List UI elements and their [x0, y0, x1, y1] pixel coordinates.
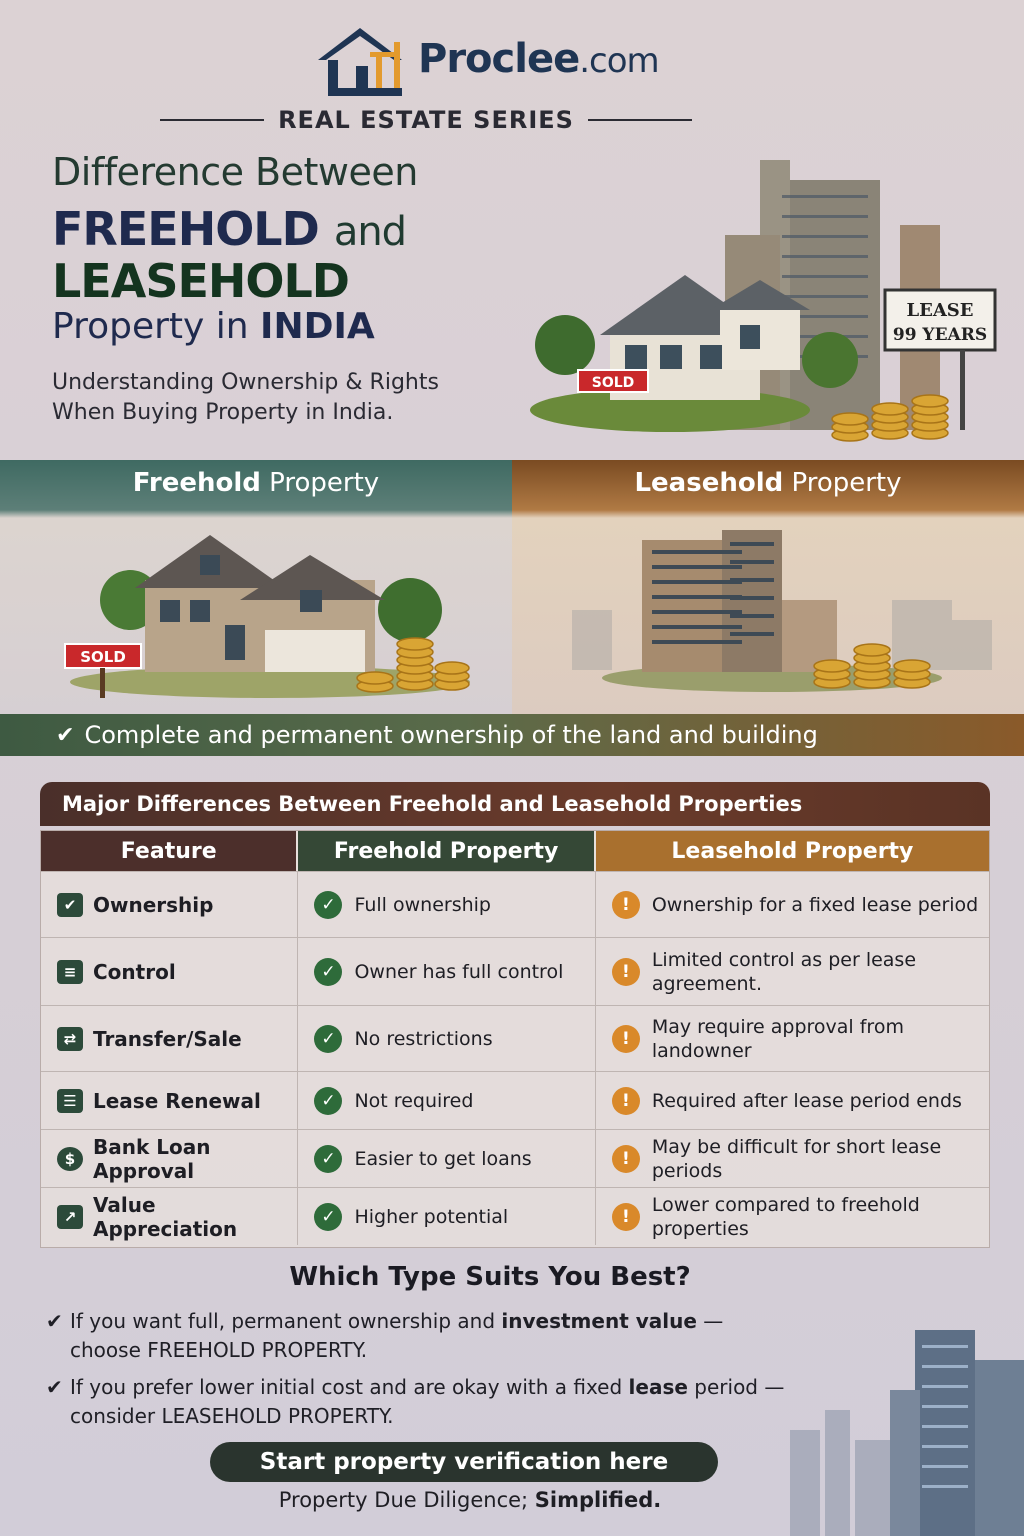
- freehold-cell: [298, 872, 595, 937]
- warning-icon: !: [612, 1025, 640, 1053]
- checkmark-icon: ✔: [46, 1375, 63, 1399]
- check-circle-icon: ✓: [314, 1203, 342, 1231]
- title-and: and: [333, 209, 407, 255]
- feature-label: Bank Loan Approval: [93, 1134, 211, 1183]
- subtitle-line2: When Buying Property in India.: [52, 400, 394, 425]
- column-header-leasehold: Leasehold Property: [596, 831, 989, 871]
- house-logo-icon: [310, 22, 420, 102]
- title-india: INDIA: [260, 306, 375, 347]
- suits-heading: Which Type Suits You Best?: [289, 1262, 691, 1292]
- freehold-value: Owner has full control: [354, 960, 564, 983]
- leasehold-heading-rest: Property: [783, 468, 902, 498]
- feature-cell: [41, 1072, 298, 1129]
- leasehold-cell: [596, 938, 989, 1005]
- sold-label: SOLD: [591, 375, 635, 391]
- freehold-cell: [298, 938, 595, 1005]
- tip-leasehold: [46, 1373, 906, 1431]
- page-title-line2: [52, 202, 406, 256]
- transfer-icon: ⇄: [57, 1027, 83, 1051]
- start-verification-button[interactable]: Start property verification here: [210, 1442, 718, 1482]
- brand-name: Proclee: [418, 36, 580, 82]
- hero-illustration: [520, 150, 1020, 450]
- leasehold-value: Required after lease period ends: [651, 1089, 962, 1112]
- tagline-text: Property Due Diligence;: [278, 1488, 535, 1512]
- feature-cell: [41, 1130, 298, 1187]
- freehold-value: Easier to get loans: [354, 1147, 532, 1170]
- check-circle-icon: ✓: [314, 1025, 342, 1053]
- leasehold-cell: [596, 1072, 989, 1129]
- comparison-banner: [0, 460, 1024, 718]
- check-box-icon: ✔: [57, 893, 83, 917]
- page-title-line3: LEASEHOLD: [52, 254, 349, 308]
- brand-suffix: .com: [579, 41, 659, 81]
- document-icon: ≡: [57, 960, 83, 984]
- warning-icon: !: [612, 891, 640, 919]
- page-title-line4: [52, 306, 375, 347]
- feature-label: Transfer/Sale: [93, 1026, 242, 1051]
- divider: [160, 119, 264, 121]
- feature-cell: [41, 1006, 298, 1071]
- checkmark-icon: ✔: [56, 722, 75, 748]
- lease-sign-line2: 99 YEARS: [892, 325, 988, 345]
- leasehold-cell: [596, 1006, 989, 1071]
- divider: [588, 119, 692, 121]
- checkmark-icon: ✔: [46, 1309, 63, 1333]
- renewal-icon: ☰: [57, 1089, 83, 1113]
- feature-cell: [41, 1188, 298, 1245]
- freehold-cell: [298, 1130, 595, 1187]
- leasehold-value: Lower compared to freehold properties: [651, 1193, 920, 1240]
- tip1-dash: —: [696, 1309, 724, 1333]
- tagline: [0, 1488, 940, 1512]
- table-row: [41, 871, 989, 937]
- tip1-choice: choose FREEHOLD PROPERTY.: [70, 1338, 368, 1362]
- series-label: REAL ESTATE SERIES: [278, 106, 574, 134]
- comparison-table: [40, 830, 990, 1248]
- freehold-value: No restrictions: [354, 1027, 493, 1050]
- feature-label: Control: [93, 959, 176, 984]
- tip2-text: If you prefer lower initial cost and are okay with a fixed: [70, 1375, 629, 1399]
- leasehold-value: Limited control as per lease agreement.: [651, 948, 917, 995]
- table-header: [41, 831, 989, 871]
- dollar-icon: $: [57, 1147, 83, 1171]
- freehold-value: Higher potential: [354, 1205, 509, 1228]
- column-header-freehold: Freehold Property: [298, 831, 595, 871]
- warning-icon: !: [612, 1145, 640, 1173]
- table-title: Major Differences Between Freehold and Leasehold Properties: [40, 782, 990, 826]
- tip-freehold: [46, 1307, 906, 1365]
- subtitle: [52, 368, 552, 428]
- lease-sign-line1: LEASE: [906, 300, 974, 321]
- freehold-house-illustration: [0, 460, 512, 718]
- check-circle-icon: ✓: [314, 891, 342, 919]
- leasehold-heading-bold: Leasehold: [634, 468, 784, 498]
- table-row: [41, 1129, 989, 1187]
- column-header-feature: Feature: [41, 831, 298, 871]
- feature-cell: [41, 872, 298, 937]
- tagline-bold: Simplified.: [534, 1488, 662, 1512]
- subtitle-line1: Understanding Ownership & Rights: [52, 370, 439, 395]
- tip2-choice: consider LEASEHOLD PROPERTY.: [70, 1404, 394, 1428]
- growth-chart-icon: ↗: [57, 1205, 83, 1229]
- freehold-definition-strip: [0, 714, 1024, 756]
- freehold-heading-rest: Property: [260, 468, 380, 498]
- freehold-cell: [298, 1072, 595, 1129]
- leasehold-value: Ownership for a fixed lease period: [651, 893, 979, 916]
- title-freehold: FREEHOLD: [52, 202, 319, 256]
- leasehold-building-illustration: [512, 460, 1024, 718]
- feature-label: Value Appreciation: [93, 1192, 238, 1241]
- tip1-bold: investment value: [501, 1309, 697, 1333]
- sold-label: SOLD: [80, 648, 126, 666]
- check-circle-icon: ✓: [314, 958, 342, 986]
- table-row: [41, 1187, 989, 1245]
- leasehold-cell: [596, 1130, 989, 1187]
- tip2-bold: lease: [628, 1375, 688, 1399]
- check-circle-icon: ✓: [314, 1145, 342, 1173]
- leasehold-cell: [596, 1188, 989, 1245]
- table-row: [41, 1071, 989, 1129]
- table-row: [41, 1005, 989, 1071]
- freehold-panel: [0, 460, 512, 718]
- tip1-text: If you want full, permanent ownership and: [70, 1309, 502, 1333]
- series-banner: [160, 104, 692, 136]
- warning-icon: !: [612, 1203, 640, 1231]
- feature-label: Ownership: [93, 892, 214, 917]
- leasehold-panel: [512, 460, 1024, 718]
- brand-logo: [310, 22, 710, 102]
- leasehold-value: May be difficult for short lease periods: [651, 1135, 942, 1182]
- freehold-cell: [298, 1006, 595, 1071]
- warning-icon: !: [612, 958, 640, 986]
- leasehold-value: May require approval from landowner: [651, 1015, 904, 1062]
- feature-cell: [41, 938, 298, 1005]
- freehold-cell: [298, 1188, 595, 1245]
- tip2-rest: period —: [687, 1375, 785, 1399]
- page-title-line1: Difference Between: [52, 150, 418, 194]
- freehold-value: Full ownership: [354, 893, 491, 916]
- check-circle-icon: ✓: [314, 1087, 342, 1115]
- freehold-heading-bold: Freehold: [132, 468, 261, 498]
- title-property-in: Property in: [52, 306, 249, 347]
- warning-icon: !: [612, 1087, 640, 1115]
- table-row: [41, 937, 989, 1005]
- freehold-value: Not required: [354, 1089, 474, 1112]
- freehold-definition: Complete and permanent ownership of the land and building: [84, 721, 818, 749]
- feature-label: Lease Renewal: [93, 1088, 261, 1113]
- leasehold-cell: [596, 872, 989, 937]
